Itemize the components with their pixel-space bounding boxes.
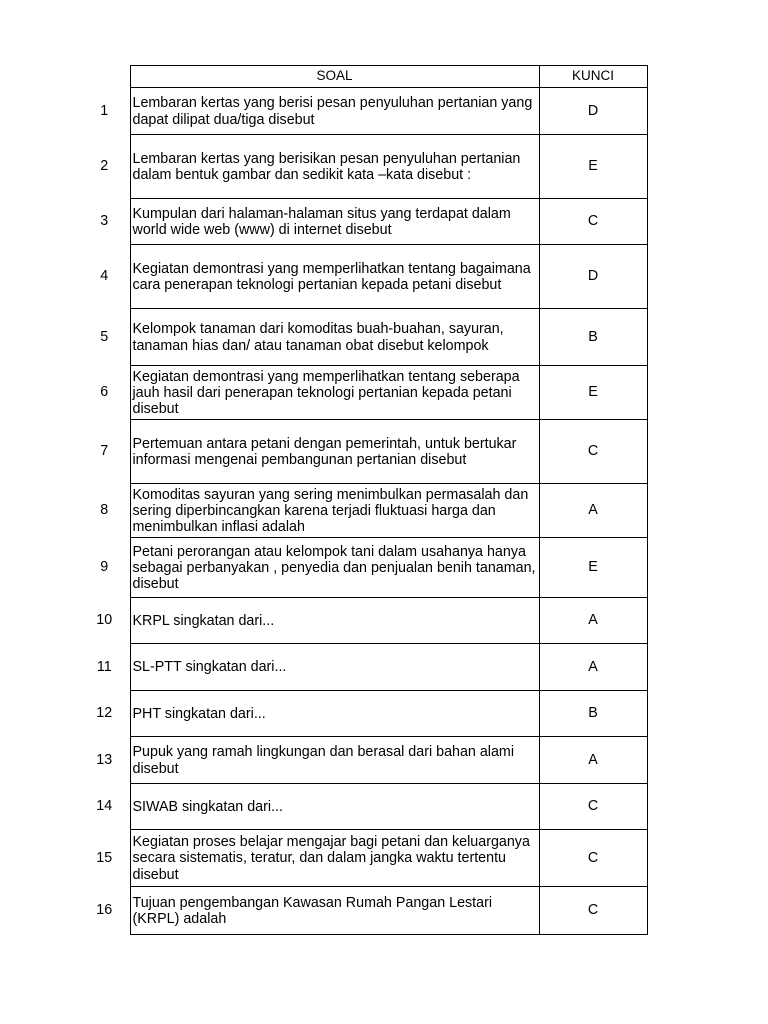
row-number: 11 bbox=[96, 658, 112, 675]
answer-key-table bbox=[79, 65, 648, 935]
row-number: 1 bbox=[100, 102, 109, 119]
row-number: 5 bbox=[100, 328, 109, 345]
question-text: Tujuan pengembangan Kawasan Rumah Pangan Lestari (KRPL) adalah bbox=[130, 887, 539, 935]
table-row bbox=[79, 691, 647, 737]
answer-key: A bbox=[539, 737, 647, 784]
table-row bbox=[79, 366, 647, 420]
answer-key: E bbox=[539, 538, 647, 598]
table-row bbox=[79, 309, 647, 366]
row-number: 6 bbox=[100, 384, 109, 401]
row-number: 2 bbox=[100, 158, 109, 175]
question-text: Kegiatan proses belajar mengajar bagi petani dan keluarganya secara sistematis, teratur, dan dalam jangka waktu tertentu disebut bbox=[130, 830, 539, 887]
table-row bbox=[79, 88, 647, 135]
answer-key: A bbox=[539, 598, 647, 644]
row-number: 15 bbox=[96, 849, 113, 866]
answer-key: C bbox=[539, 784, 647, 830]
question-text: Kumpulan dari halaman-halaman situs yang terdapat dalam world wide web (www) di internet disebut bbox=[130, 199, 539, 245]
table-row bbox=[79, 135, 647, 199]
answer-key: C bbox=[539, 199, 647, 245]
row-number: 13 bbox=[96, 751, 113, 768]
table-row bbox=[79, 538, 647, 598]
question-text: Lembaran kertas yang berisikan pesan penyuluhan pertanian dalam bentuk gambar dan sedikit kata –kata disebut : bbox=[130, 135, 539, 199]
row-number: 7 bbox=[100, 443, 109, 460]
answer-key: B bbox=[539, 691, 647, 737]
header-no-cell bbox=[79, 66, 130, 88]
table-row bbox=[79, 737, 647, 784]
table-row bbox=[79, 484, 647, 538]
question-text: PHT singkatan dari... bbox=[130, 691, 539, 737]
question-text: Lembaran kertas yang berisi pesan penyuluhan pertanian yang dapat dilipat dua/tiga disebut bbox=[130, 88, 539, 135]
header-soal: SOAL bbox=[130, 66, 539, 88]
question-text: Kegiatan demontrasi yang memperlihatkan tentang bagaimana cara penerapan teknologi pertanian kepada petani disebut bbox=[130, 245, 539, 309]
answer-key: A bbox=[539, 484, 647, 538]
header-kunci: KUNCI bbox=[539, 66, 647, 88]
row-number: 9 bbox=[100, 559, 109, 576]
row-number: 10 bbox=[96, 612, 113, 629]
question-text: Pertemuan antara petani dengan pemerintah, untuk bertukar informasi mengenai pembangunan pertanian disebut bbox=[130, 420, 539, 484]
answer-key: C bbox=[539, 420, 647, 484]
table-row bbox=[79, 420, 647, 484]
answer-key: C bbox=[539, 830, 647, 887]
row-number: 8 bbox=[100, 502, 109, 519]
question-text: Kelompok tanaman dari komoditas buah-buahan, sayuran, tanaman hias dan/ atau tanaman obat disebut kelompok bbox=[130, 309, 539, 366]
question-text: SL-PTT singkatan dari... bbox=[130, 644, 539, 691]
row-number: 14 bbox=[96, 798, 113, 815]
question-text: Kegiatan demontrasi yang memperlihatkan tentang seberapa jauh hasil dari penerapan teknologi pertanian kepada petani disebut bbox=[130, 366, 539, 420]
row-number: 3 bbox=[100, 213, 109, 230]
answer-key: D bbox=[539, 88, 647, 135]
table-row bbox=[79, 784, 647, 830]
answer-key: E bbox=[539, 366, 647, 420]
table-header-row bbox=[79, 66, 647, 88]
answer-key: C bbox=[539, 887, 647, 935]
row-number: 4 bbox=[100, 268, 109, 285]
table-row bbox=[79, 199, 647, 245]
question-text: KRPL singkatan dari... bbox=[130, 598, 539, 644]
answer-key: D bbox=[539, 245, 647, 309]
table-row bbox=[79, 245, 647, 309]
answer-key: B bbox=[539, 309, 647, 366]
table-row bbox=[79, 830, 647, 887]
table-row bbox=[79, 644, 647, 691]
question-text: SIWAB singkatan dari... bbox=[130, 784, 539, 830]
answer-key: E bbox=[539, 135, 647, 199]
question-text: Pupuk yang ramah lingkungan dan berasal dari bahan alami disebut bbox=[130, 737, 539, 784]
question-text: Komoditas sayuran yang sering menimbulkan permasalah dan sering diperbincangkan karena terjadi fluktuasi harga dan menimbulkan inflasi adalah bbox=[130, 484, 539, 538]
table-row bbox=[79, 887, 647, 935]
row-number: 16 bbox=[96, 902, 113, 919]
table-row bbox=[79, 598, 647, 644]
answer-key: A bbox=[539, 644, 647, 691]
question-text: Petani perorangan atau kelompok tani dalam usahanya hanya sebagai perbanyakan , penyedia dan penjualan benih tanaman, disebut bbox=[130, 538, 539, 598]
row-number: 12 bbox=[96, 705, 113, 722]
